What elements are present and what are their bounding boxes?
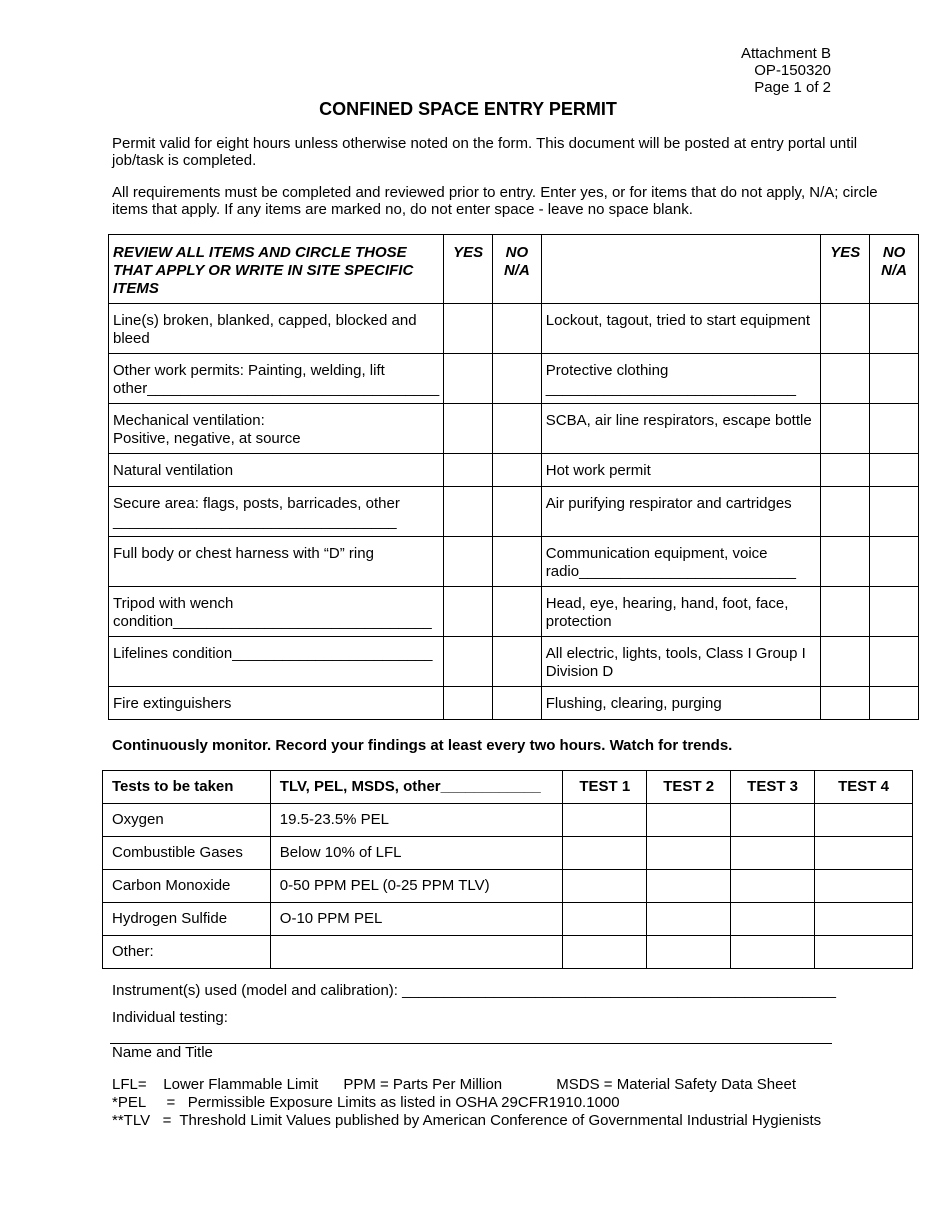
test1-cell[interactable] [563,903,647,936]
test-limit: 0-50 PPM PEL (0-25 PPM TLV) [270,870,563,903]
checklist-item: Communication equipment, voice radio__________________________ [541,537,821,587]
checklist-item: Lockout, tagout, tried to start equipment [541,304,821,354]
yes-cell[interactable] [444,687,493,720]
checklist-item: Lifelines condition________________________ [109,637,444,687]
checklist-item: Tripod with wench condition_______________________________ [109,587,444,637]
monitor-note: Continuously monitor. Record your findings at least every two hours. Watch for trends. [112,737,733,754]
no-na-header: NO N/A [492,235,541,304]
yes-cell[interactable] [821,404,870,454]
no-na-cell[interactable] [492,637,541,687]
no-na-cell[interactable] [492,687,541,720]
table-row [109,637,919,687]
tests-header-test: Tests to be taken [103,771,271,804]
yes-cell[interactable] [821,354,870,404]
yes-cell[interactable] [821,454,870,487]
test1-cell[interactable] [563,837,647,870]
yes-cell[interactable] [821,637,870,687]
yes-cell[interactable] [444,354,493,404]
test1-cell[interactable] [563,870,647,903]
test4-cell[interactable] [815,837,913,870]
yes-cell[interactable] [821,587,870,637]
table-row [109,587,919,637]
yes-cell[interactable] [444,487,493,537]
test-limit: O-10 PPM PEL [270,903,563,936]
yes-header-right: YES [821,235,870,304]
signature-rule[interactable] [110,1043,832,1044]
no-na-cell[interactable] [870,587,919,637]
checklist-item: All electric, lights, tools, Class I Group I Division D [541,637,821,687]
test1-cell[interactable] [563,804,647,837]
no-na-cell[interactable] [870,404,919,454]
test2-cell[interactable] [647,903,731,936]
tests-header-row [103,771,913,804]
test-name: Oxygen [103,804,271,837]
yes-cell[interactable] [444,587,493,637]
test3-cell[interactable] [731,837,815,870]
test-limit: 19.5-23.5% PEL [270,804,563,837]
test3-cell[interactable] [731,936,815,969]
checklist-item: Mechanical ventilation: Positive, negative, at source [109,404,444,454]
checklist-item: Fire extinguishers [109,687,444,720]
no-na-cell[interactable] [492,304,541,354]
abbreviation-line-3: **TLV = Threshold Limit Values published by American Conference of Governmental Industrial Hygienists [112,1112,822,1129]
checklist-item: Head, eye, hearing, hand, foot, face, protection [541,587,821,637]
table-row [103,936,913,969]
individual-testing-label: Individual testing: [112,1009,228,1026]
tests-header-test3: TEST 3 [731,771,815,804]
checklist-item: Protective clothing ______________________________ [541,354,821,404]
yes-cell[interactable] [821,687,870,720]
yes-cell[interactable] [821,487,870,537]
table-row [109,354,919,404]
yes-cell[interactable] [444,637,493,687]
tests-header-limit: TLV, PEL, MSDS, other____________ [270,771,563,804]
table-row [109,487,919,537]
table-row [103,903,913,936]
tests-table [102,770,913,969]
test3-cell[interactable] [731,870,815,903]
no-na-cell[interactable] [492,354,541,404]
checklist-item: Secure area: flags, posts, barricades, other __________________________________ [109,487,444,537]
no-na-cell[interactable] [870,304,919,354]
requirements-paragraph: All requirements must be completed and reviewed prior to entry. Enter yes, or for items that do not apply, N/A; circle items that apply. If any items are marked no, do not enter space - leave no space blank. [112,184,878,218]
no-na-cell[interactable] [870,687,919,720]
no-na-cell[interactable] [870,354,919,404]
no-na-header-right: NO N/A [870,235,919,304]
validity-paragraph: Permit valid for eight hours unless otherwise noted on the form. This document will be posted at entry portal until job/task is completed. [112,135,858,169]
no-na-cell[interactable] [492,454,541,487]
table-row [103,837,913,870]
checklist-header-left: REVIEW ALL ITEMS AND CIRCLE THOSE THAT APPLY OR WRITE IN SITE SPECIFIC ITEMS [109,235,444,304]
checklist-header-right [541,235,821,304]
test3-cell[interactable] [731,903,815,936]
checklist-item: Full body or chest harness with “D” ring [109,537,444,587]
checklist-item: Other work permits: Painting, welding, lift other___________________________________ [109,354,444,404]
no-na-cell[interactable] [492,587,541,637]
test2-cell[interactable] [647,837,731,870]
instruments-line[interactable]: Instrument(s) used (model and calibration): ____________________________________________________ [112,982,836,999]
yes-cell[interactable] [444,454,493,487]
test4-cell[interactable] [815,903,913,936]
test-name: Carbon Monoxide [103,870,271,903]
checklist-item: Air purifying respirator and cartridges [541,487,821,537]
checklist-item: Hot work permit [541,454,821,487]
test-limit[interactable] [270,936,563,969]
test4-cell[interactable] [815,870,913,903]
table-row [103,870,913,903]
test3-cell[interactable] [731,804,815,837]
no-na-cell[interactable] [870,487,919,537]
test2-cell[interactable] [647,804,731,837]
document-header [741,45,831,96]
no-na-cell[interactable] [492,487,541,537]
yes-cell[interactable] [821,304,870,354]
yes-cell[interactable] [444,304,493,354]
tests-header-test4: TEST 4 [815,771,913,804]
test-name: Other: [103,936,271,969]
tests-header-test1: TEST 1 [563,771,647,804]
test-limit: Below 10% of LFL [270,837,563,870]
no-na-cell[interactable] [870,637,919,687]
test2-cell[interactable] [647,936,731,969]
page-indicator: Page 1 of 2 [754,79,831,96]
no-na-cell[interactable] [492,537,541,587]
no-na-cell[interactable] [870,537,919,587]
test2-cell[interactable] [647,870,731,903]
document-number: OP-150320 [754,62,831,79]
test1-cell[interactable] [563,936,647,969]
attachment-label: Attachment B [740,45,831,62]
table-row [109,687,919,720]
checklist-table [108,234,919,720]
abbreviation-line-1: LFL= Lower Flammable Limit PPM = Parts Per Million MSDS = Material Safety Data Sheet [112,1076,796,1093]
yes-cell[interactable] [821,537,870,587]
table-row [109,304,919,354]
no-na-cell[interactable] [870,454,919,487]
yes-header: YES [444,235,493,304]
yes-cell[interactable] [444,537,493,587]
page-title: CONFINED SPACE ENTRY PERMIT [319,99,617,119]
name-title-label: Name and Title [112,1044,213,1061]
test-name: Combustible Gases [103,837,271,870]
table-row [109,454,919,487]
checklist-item: Natural ventilation [109,454,444,487]
yes-cell[interactable] [444,404,493,454]
test4-cell[interactable] [815,936,913,969]
checklist-header-row [109,235,919,304]
test4-cell[interactable] [815,804,913,837]
tests-header-test2: TEST 2 [647,771,731,804]
no-na-cell[interactable] [492,404,541,454]
checklist-item: SCBA, air line respirators, escape bottle [541,404,821,454]
table-row [103,804,913,837]
checklist-item: Line(s) broken, blanked, capped, blocked and bleed [109,304,444,354]
table-row [109,404,919,454]
test-name: Hydrogen Sulfide [103,903,271,936]
checklist-item: Flushing, clearing, purging [541,687,821,720]
table-row [109,537,919,587]
abbreviation-line-2: *PEL = Permissible Exposure Limits as listed in OSHA 29CFR1910.1000 [112,1094,620,1111]
